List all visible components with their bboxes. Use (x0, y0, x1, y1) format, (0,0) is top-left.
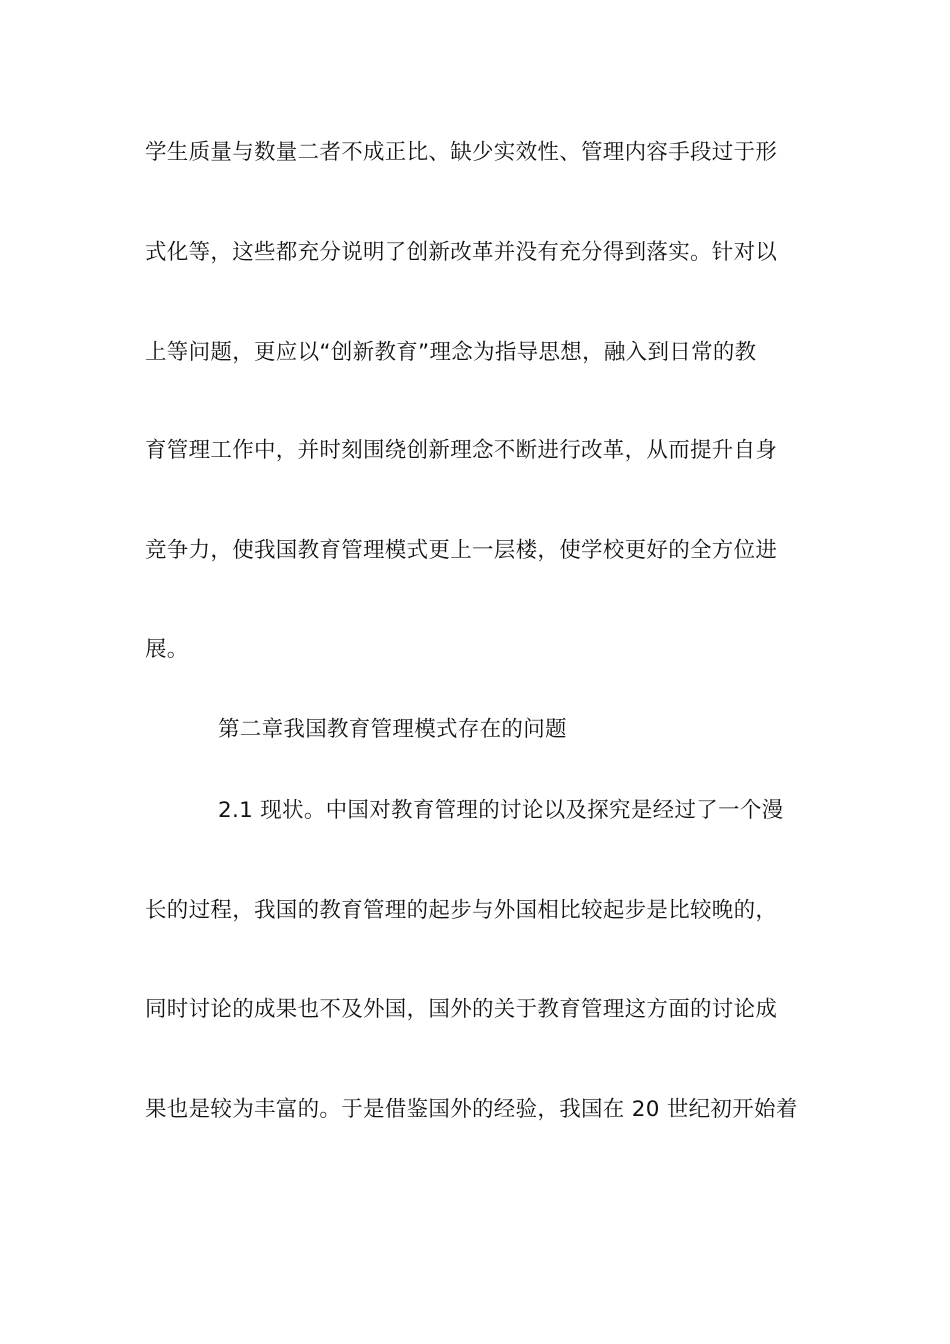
paragraph-line: 展。 (145, 637, 189, 662)
paragraph-line: 上等问题，更应以“创新教育”理念为指导思想，融入到日常的教 (145, 340, 757, 365)
paragraph-line: 同时讨论的成果也不及外国，国外的关于教育管理这方面的讨论成 (145, 997, 778, 1022)
paragraph-line: 果也是较为丰富的。于是借鉴国外的经验，我国在 20 世纪初开始着 (145, 1097, 798, 1122)
paragraph-line: 竞争力，使我国教育管理模式更上一层楼，使学校更好的全方位进 (145, 538, 778, 563)
paragraph-line: 育管理工作中，并时刻围绕创新理念不断进行改革，从而提升自身 (145, 438, 778, 463)
chapter-heading: 第二章我国教育管理模式存在的问题 (218, 717, 567, 742)
paragraph-line: 2.1 现状。中国对教育管理的讨论以及探究是经过了一个漫 (218, 798, 784, 823)
paragraph-line: 长的过程，我国的教育管理的起步与外国相比较起步是比较晚的， (145, 898, 778, 923)
paragraph-line: 式化等，这些都充分说明了创新改革并没有充分得到落实。针对以 (145, 240, 778, 265)
paragraph-line: 学生质量与数量二者不成正比、缺少实效性、管理内容手段过于形 (145, 140, 778, 165)
